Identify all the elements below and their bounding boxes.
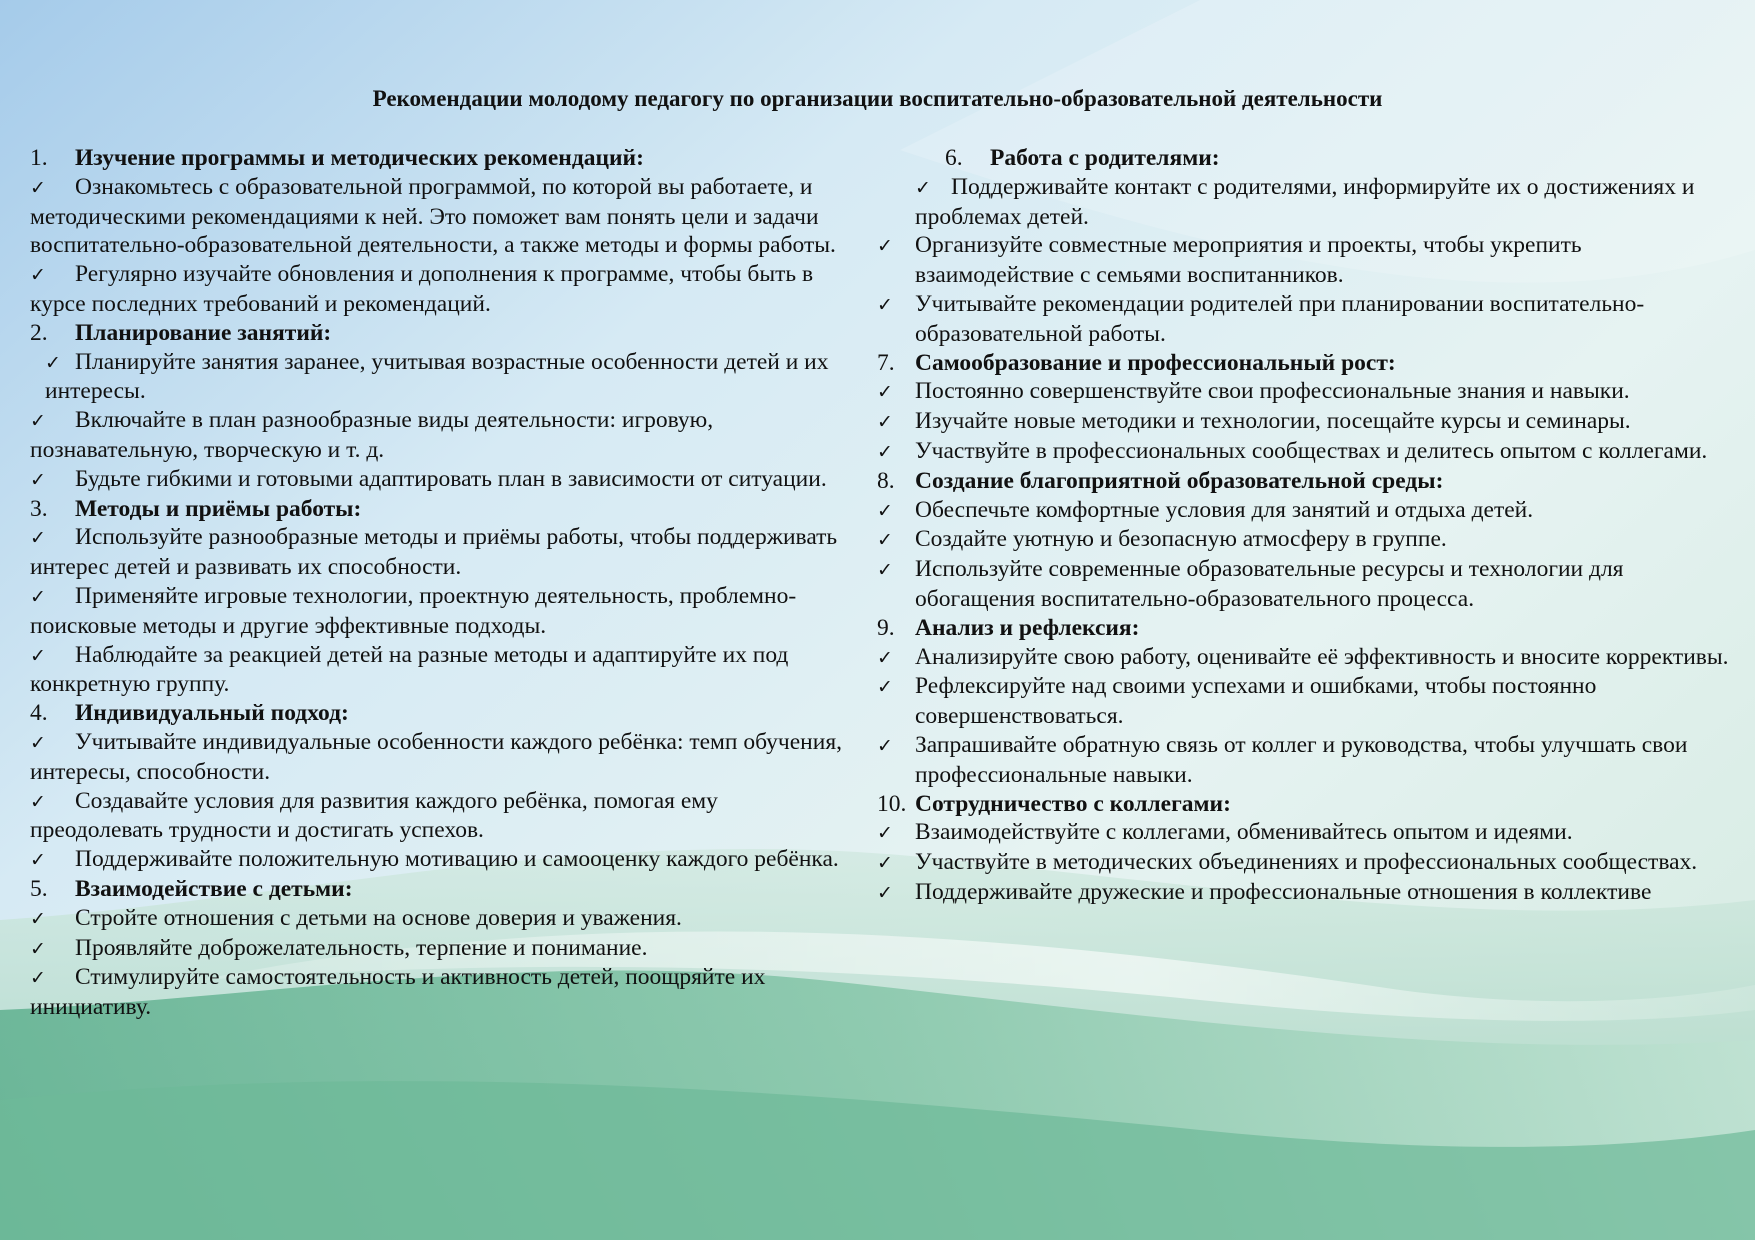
list-item: ✓ Наблюдайте за реакцией детей на разные методы и адаптируйте их под конкретную группу. bbox=[30, 641, 789, 698]
list-item: ✓ Поддерживайте дружеские и профессиональные отношения в коллективе bbox=[877, 878, 1737, 908]
checkmark-icon: ✓ bbox=[877, 499, 893, 522]
checkmark-icon: ✓ bbox=[877, 529, 893, 552]
checkmark-icon: ✓ bbox=[877, 852, 893, 875]
left-column bbox=[30, 144, 845, 1022]
checkmark-icon: ✓ bbox=[877, 235, 893, 258]
section-number: 4. bbox=[30, 700, 48, 727]
checkmark-icon: ✓ bbox=[30, 468, 46, 491]
list-item: ✓ Рефлексируйте над своими успехами и ошибками, чтобы постоянно совершенствоваться. bbox=[877, 673, 1597, 730]
section-heading bbox=[30, 699, 845, 728]
checkmark-icon: ✓ bbox=[877, 734, 893, 757]
checkmark-icon: ✓ bbox=[877, 676, 893, 699]
checkmark-icon: ✓ bbox=[877, 293, 893, 316]
section-title: Индивидуальный подход: bbox=[75, 700, 349, 727]
checkmark-icon: ✓ bbox=[30, 790, 46, 813]
checkmark-icon: ✓ bbox=[30, 907, 46, 930]
checkmark-icon: ✓ bbox=[30, 585, 46, 608]
section-title: Работа с родителями: bbox=[990, 145, 1220, 171]
section-title: Анализ и рефлексия: bbox=[915, 614, 1140, 641]
checkmark-icon: ✓ bbox=[877, 440, 893, 463]
checkmark-icon: ✓ bbox=[877, 559, 893, 582]
section-number: 5. bbox=[30, 875, 48, 902]
list-item: ✓ Поддерживайте контакт с родителями, информируйте их о достижениях и проблемах детей. bbox=[915, 173, 1695, 230]
checkmark-icon: ✓ bbox=[30, 527, 46, 550]
page-title: Рекомендации молодому педагогу по организации воспитательно-образовательной деятельности bbox=[372, 86, 1383, 111]
checkmark-icon: ✓ bbox=[30, 731, 46, 754]
list-item: ✓ Стимулируйте самостоятельность и активность детей, поощряйте их инициативу. bbox=[30, 964, 766, 1021]
list-item: ✓ Будьте гибкими и готовыми адаптировать план в зависимости от ситуации. bbox=[30, 465, 845, 495]
checkmark-icon: ✓ bbox=[877, 381, 893, 404]
list-item: ✓ Взаимодействуйте с коллегами, обменивайтесь опытом и идеями. bbox=[877, 818, 1737, 848]
checkmark-icon: ✓ bbox=[30, 644, 46, 667]
section-heading bbox=[30, 495, 845, 524]
checkmark-icon: ✓ bbox=[45, 351, 61, 374]
section-heading bbox=[877, 467, 1737, 496]
list-item: ✓ Организуйте совместные мероприятия и проекты, чтобы укрепить взаимодействие с семьями воспитанников. bbox=[877, 232, 1582, 289]
list-item: ✓ Включайте в план разнообразные виды деятельности: игровую, познавательную, творческую и т. д. bbox=[30, 407, 714, 463]
list-item: ✓ Запрашивайте обратную связь от коллег и руководства, чтобы улучшать свои профессиональные навыки. bbox=[877, 731, 1688, 788]
checkmark-icon: ✓ bbox=[30, 410, 46, 433]
section-number: 1. bbox=[30, 145, 48, 171]
list-item: ✓ Учитывайте индивидуальные особенности каждого ребёнка: темп обучения, интересы, способности. bbox=[30, 728, 843, 785]
list-item: ✓ Стройте отношения с детьми на основе доверия и уважения. bbox=[30, 904, 845, 934]
checkmark-icon: ✓ bbox=[877, 822, 893, 845]
section-number: 9. bbox=[877, 614, 895, 641]
list-item: ✓ Изучайте новые методики и технологии, посещайте курсы и семинары. bbox=[877, 407, 1737, 437]
list-item: ✓ Анализируйте свою работу, оценивайте её эффективность и вносите коррективы. bbox=[877, 643, 1737, 673]
section-number: 2. bbox=[30, 319, 48, 346]
section-heading bbox=[877, 790, 1737, 819]
checkmark-icon: ✓ bbox=[877, 646, 893, 669]
list-item: ✓ Ознакомьтесь с образовательной программой, по которой вы работаете, и методическими рекомендациями к ней. Это поможет вам понять цели и задачи воспитательно-образовательной деятельности, а также методы и формы работы. bbox=[30, 173, 836, 259]
list-item: ✓ Постоянно совершенствуйте свои профессиональные знания и навыки. bbox=[877, 377, 1737, 407]
section-title: Сотрудничество с коллегами: bbox=[915, 790, 1231, 817]
list-item: ✓ Обеспечьте комфортные условия для занятий и отдыха детей. bbox=[877, 496, 1737, 526]
checkmark-icon: ✓ bbox=[877, 881, 893, 904]
section-heading bbox=[877, 144, 1737, 173]
checkmark-icon: ✓ bbox=[30, 967, 46, 990]
list-item: ✓ Используйте разнообразные методы и приёмы работы, чтобы поддерживать интерес детей и развивать их способности. bbox=[30, 524, 838, 581]
checkmark-icon: ✓ bbox=[30, 264, 46, 287]
section-title: Методы и приёмы работы: bbox=[75, 495, 362, 522]
section-number: 8. bbox=[877, 467, 895, 494]
checkmark-icon: ✓ bbox=[915, 176, 931, 199]
section-heading bbox=[877, 349, 1737, 378]
checkmark-icon: ✓ bbox=[877, 411, 893, 434]
section-heading bbox=[30, 319, 845, 348]
list-item: ✓ Создайте уютную и безопасную атмосферу в группе. bbox=[877, 525, 1737, 555]
section-number: 3. bbox=[30, 495, 48, 522]
section-heading bbox=[30, 875, 845, 904]
list-item: ✓ Участвуйте в методических объединениях и профессиональных сообществах. bbox=[877, 848, 1737, 878]
list-item: ✓ Используйте современные образовательные ресурсы и технологии для обогащения воспитательно-образовательного процесса. bbox=[877, 556, 1624, 612]
list-item: ✓ Участвуйте в профессиональных сообществах и делитесь опытом с коллегами. bbox=[877, 437, 1737, 467]
list-item: ✓ Планируйте занятия заранее, учитывая возрастные особенности детей и их интересы. bbox=[45, 348, 829, 405]
list-item: ✓ Применяйте игровые технологии, проектную деятельность, проблемно-поисковые методы и другие эффективные подходы. bbox=[30, 582, 797, 639]
checkmark-icon: ✓ bbox=[30, 176, 46, 199]
list-item: ✓ Создавайте условия для развития каждого ребёнка, помогая ему преодолевать трудности и достигать успехов. bbox=[30, 787, 718, 844]
list-item: ✓ Учитывайте рекомендации родителей при планировании воспитательно-образовательной работы. bbox=[877, 290, 1645, 347]
list-item: ✓ Регулярно изучайте обновления и дополнения к программе, чтобы быть в курсе последних требований и рекомендаций. bbox=[30, 261, 814, 317]
section-heading bbox=[877, 614, 1737, 643]
checkmark-icon: ✓ bbox=[30, 937, 46, 960]
section-number: 6. bbox=[945, 145, 963, 171]
section-title: Планирование занятий: bbox=[75, 319, 332, 346]
checkmark-icon: ✓ bbox=[30, 849, 46, 872]
section-number: 10. bbox=[877, 790, 907, 817]
section-title: Самообразование и профессиональный рост: bbox=[915, 349, 1396, 376]
section-title: Изучение программы и методических рекомендаций: bbox=[75, 145, 644, 171]
section-title: Взаимодействие с детьми: bbox=[75, 875, 353, 902]
section-title: Создание благоприятной образовательной среды: bbox=[915, 467, 1444, 494]
list-item: ✓ Поддерживайте положительную мотивацию и самооценку каждого ребёнка. bbox=[30, 845, 845, 875]
section-number: 7. bbox=[877, 349, 895, 376]
section-heading bbox=[30, 144, 845, 173]
list-item: ✓ Проявляйте доброжелательность, терпение и понимание. bbox=[30, 934, 845, 964]
right-column bbox=[877, 144, 1737, 908]
